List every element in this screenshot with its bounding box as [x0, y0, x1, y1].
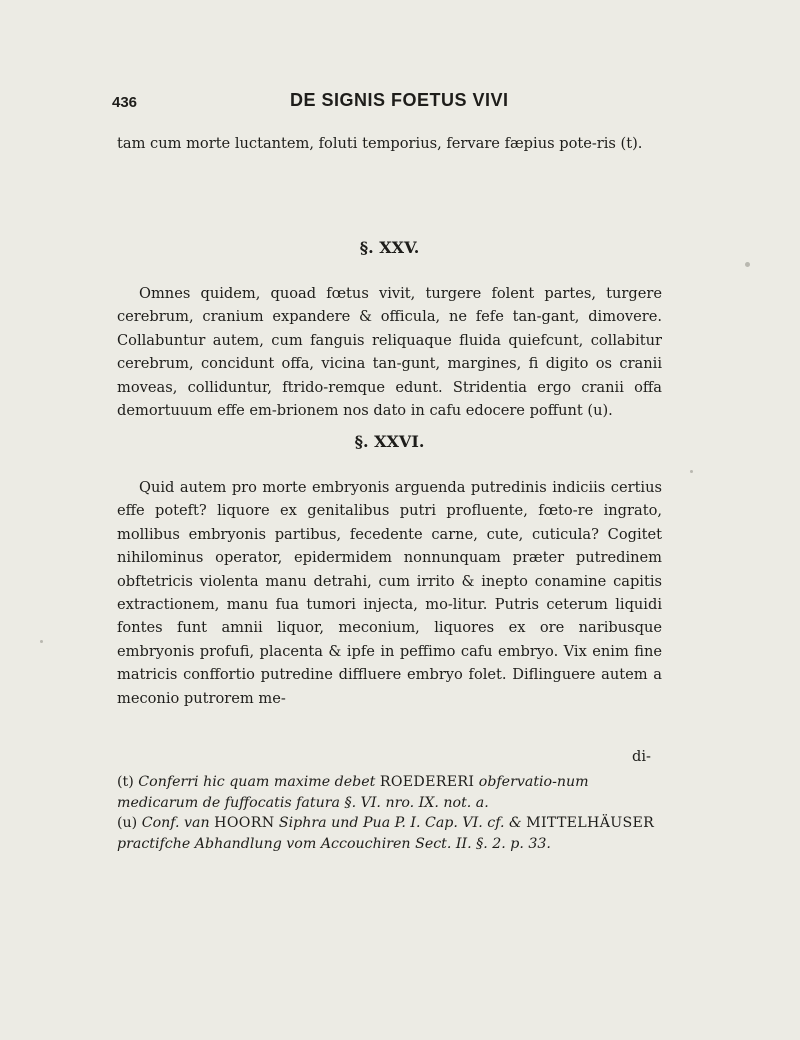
page-header	[112, 88, 672, 118]
footnote-t-author: ROEDERERI	[379, 774, 475, 790]
running-head: DE SIGNIS FOETUS VIVI	[290, 90, 509, 110]
footnote-t-text-2: obfervatio-num medicarum de fuffocatis fatura	[117, 774, 589, 811]
paragraph-section-xxvi: Quid autem pro morte embryonis arguenda putredinis indiciis certius effe poteft? liquore ex genitalibus putri profluente, fœto-re ingrato, mollibus embryonis partibus, fecedente carne, cute, cuticula? Cogitet nihilominus operator, epidermidem nonnunquam præter putredinem obftetricis violenta manu detrahi, cum irrito & inepto conamine capitis extractionem, manu fua tumori injecta, mo-litur. Putris ceterum liquidi fontes funt amnii liquor, meconium, liquores ex ore naribusque embryonis profufi, placenta & ipfe in peffimo cafu embryo. Vix enim fine matricis conffortio putredine diffluere embryo folet. Diflinguere autem a meconio putrorem me-	[117, 479, 662, 707]
footnote-t-ref: §. VI. nro. IX. not. a.	[344, 794, 489, 811]
footnote-u-text-2: Siphra und Pua P. I. Cap. VI. cf. &	[278, 815, 522, 831]
footnote-u-author-1: HOORN	[214, 815, 275, 831]
page-number: 436	[112, 94, 138, 111]
paragraph-section-xxv: Omnes quidem, quoad fœtus vivit, turgere folent partes, turgere cerebrum, cranium expandere & officula, ne fefe tan-gant, dimovere. Collabuntur autem, cum fanguis reliquaque fluida quiefcunt, collabitur cerebrum, concidunt offa, vicina tan-gunt, margines, fi digito os cranii moveas, colliduntur, ftrido-remque edunt. Stridentia ergo cranii offa demortuuum effe em-brionem nos dato in cafu edocere poffunt (u).	[117, 285, 662, 420]
footnote-u-ref: Sect. II. §. 2. p. 33.	[415, 835, 551, 852]
paper-speck	[40, 640, 43, 643]
footnotes	[117, 772, 662, 854]
catchword: di-	[632, 748, 651, 765]
section-heading-xxv: §. XXV.	[359, 238, 420, 257]
footnote-u-text-3: practifche Abhandlung vom Accouchiren	[117, 835, 411, 852]
section-heading-xxvi: §. XXVI.	[354, 432, 425, 451]
footnote-t	[117, 772, 662, 813]
paper-speck	[745, 262, 750, 267]
paper-speck	[690, 470, 693, 473]
paragraph-continuation: tam cum morte luctantem, foluti temporius, fervare fæpius pote-ris (t).	[117, 135, 643, 152]
footnote-t-text-1: Conferri hic quam maxime debet	[138, 774, 376, 790]
footnote-u-label: (u)	[117, 815, 138, 831]
footnote-u-author-2: MITTELHÄUSER	[526, 815, 655, 831]
footnote-t-label: (t)	[117, 774, 134, 790]
footnote-u-text-1: Conf. van	[141, 815, 210, 831]
footnote-u	[117, 813, 662, 854]
